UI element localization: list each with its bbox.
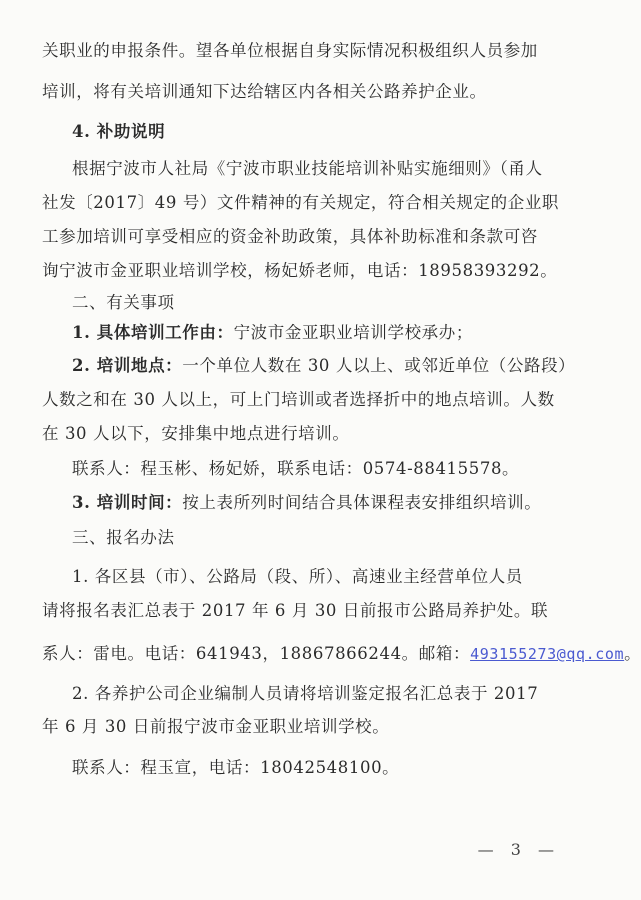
paragraph-line-10: 在 30 人以下，安排集中地点进行培训。 — [42, 424, 350, 443]
section-heading-registration: 三、报名办法 — [72, 528, 175, 547]
paragraph-line-11: 联系人：程玉彬、杨妃娇，联系电话：0574-88415578。 — [72, 459, 520, 478]
email-link[interactable]: 493155273@qq.com — [470, 645, 625, 663]
section-heading-subsidy: 4. 补助说明 — [72, 122, 166, 141]
paragraph-line-16: 2. 各养护公司企业编制人员请将培训鉴定报名汇总表于 2017 — [72, 684, 539, 703]
item-text: 宁波市金亚职业培训学校承办； — [233, 323, 473, 342]
paragraph-line-7 — [72, 322, 592, 344]
paragraph-line-1: 关职业的申报条件。望各单位根据自身实际情况积极组织人员参加 — [42, 41, 538, 60]
paragraph-line-3: 根据宁波市人社局《宁波市职业技能培训补贴实施细则》（甬人 — [72, 159, 543, 178]
section-heading-matters: 二、有关事项 — [72, 293, 175, 312]
paragraph-line-15 — [42, 643, 641, 665]
paragraph-line-6: 询宁波市金亚职业培训学校，杨妃娇老师，电话：18958393292。 — [42, 261, 558, 280]
paragraph-line-13: 1. 各区县（市）、公路局（段、所）、高速业主经营单位人员 — [72, 567, 523, 586]
paragraph-line-12 — [72, 492, 592, 514]
contact-text: 系人：雷电。电话：641943，18867866244。邮箱： — [42, 644, 471, 663]
item-label: 1. 具体培训工作由： — [72, 323, 234, 342]
paragraph-line-9: 人数之和在 30 人以上，可上门培训或者选择折中的地点培训。人数 — [42, 390, 555, 409]
punctuation: 。 — [624, 644, 641, 663]
paragraph-line-5: 工参加培训可享受相应的资金补助政策，具体补助标准和条款可咨 — [42, 227, 538, 246]
paragraph-line-17: 年 6 月 30 日前报宁波市金亚职业培训学校。 — [42, 717, 390, 736]
item-text: 一个单位人数在 30 人以上、或邻近单位（公路段） — [182, 356, 576, 375]
paragraph-line-14: 请将报名表汇总表于 2017 年 6 月 30 日前报市公路局养护处。联 — [42, 601, 549, 620]
paragraph-line-2: 培训，将有关培训通知下达给辖区内各相关公路养护企业。 — [42, 82, 487, 101]
item-label: 3. 培训时间： — [72, 493, 183, 512]
paragraph-line-18: 联系人：程玉宣，电话：18042548100。 — [72, 758, 400, 777]
paragraph-line-8 — [72, 355, 592, 377]
paragraph-line-4: 社发〔2017〕49 号）文件精神的有关规定，符合相关规定的企业职 — [42, 193, 560, 212]
item-text: 按上表所列时间结合具体课程表安排组织培训。 — [182, 493, 542, 512]
page-number: — 3 — — [477, 840, 560, 859]
item-label: 2. 培训地点： — [72, 356, 183, 375]
